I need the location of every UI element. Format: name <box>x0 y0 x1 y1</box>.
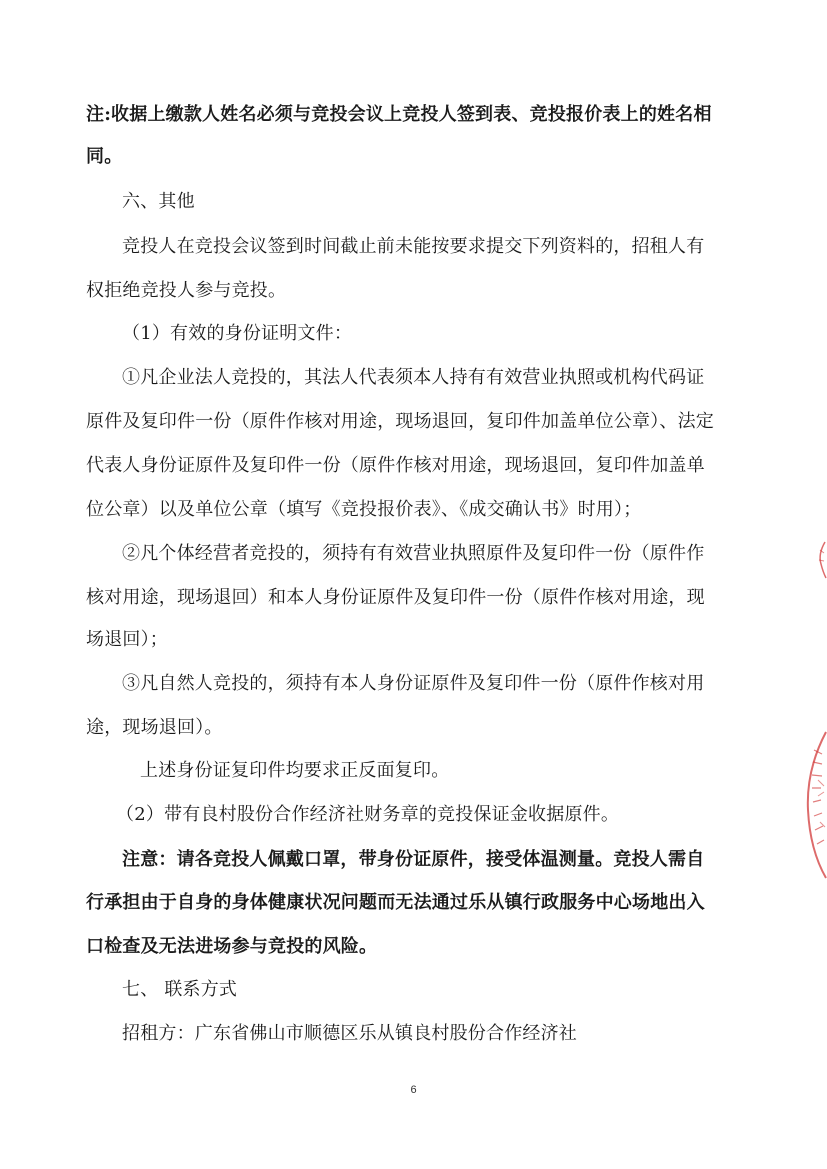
lessor-line: 招租方：广东省佛山市顺德区乐从镇良村股份合作经济社 <box>122 1023 577 1044</box>
note-line-2: 同。 <box>86 146 123 167</box>
attention-line-3: 口检查及无法进场参与竞投的风险。 <box>86 936 378 957</box>
attention-line-2: 行承担由于自身的身体健康状况问题而无法通过乐从镇行政服务中心场地出入 <box>86 892 705 913</box>
clause-1-line-1: ①凡企业法人竞投的，其法人代表须本人持有有效营业执照或机构代码证 <box>122 367 705 388</box>
clause-2-line-2: 核对用途，现场退回）和本人身份证原件及复印件一份（原件作核对用途，现 <box>86 587 705 608</box>
clause-2-line-1: ②凡个体经营者竞投的，须持有有效营业执照原件及复印件一份（原件作 <box>122 543 705 564</box>
seal-fragment-lower-icon <box>800 730 827 880</box>
section-7-title: 七、 联系方式 <box>122 979 238 1000</box>
section-6-title: 六、其他 <box>122 191 195 212</box>
clause-1-line-4: 位公章）以及单位公章（填写《竞投报价表》、《成交确认书》时用）； <box>86 499 642 520</box>
clause-2-line-3: 场退回）； <box>86 629 168 650</box>
note-line-1: 注:收据上缴款人姓名必须与竞投会议上竞投人签到表、竞投报价表上的姓名相 <box>86 104 712 125</box>
page-number: 6 <box>410 1084 417 1096</box>
id-copy-note: 上述身份证复印件均要求正反面复印。 <box>140 760 450 781</box>
clause-1-line-3: 代表人身份证原件及复印件一份（原件作核对用途，现场退回，复印件加盖单 <box>86 455 705 476</box>
attention-line-1: 注意：请各竞投人佩戴口罩，带身份证原件，接受体温测量。竞投人需自 <box>122 849 705 870</box>
clause-3-line-1: ③凡自然人竞投的，须持有本人身份证原件及复印件一份（原件作核对用 <box>122 673 705 694</box>
item-2: （2）带有良村股份合作经济社财务章的竞投保证金收据原件。 <box>116 804 620 825</box>
clause-1-line-2: 原件及复印件一份（原件作核对用途，现场退回，复印件加盖单位公章）、法定 <box>86 411 714 432</box>
clause-3-line-2: 途，现场退回）。 <box>86 717 223 738</box>
item-1-title: （1）有效的身份证明文件： <box>122 323 353 344</box>
seal-fragment-upper-icon <box>812 540 827 580</box>
section-6-intro-line-2: 权拒绝竞投人参与竞投。 <box>86 280 287 301</box>
section-6-intro-line-1: 竞投人在竞投会议签到时间截止前未能按要求提交下列资料的，招租人有 <box>122 236 705 257</box>
